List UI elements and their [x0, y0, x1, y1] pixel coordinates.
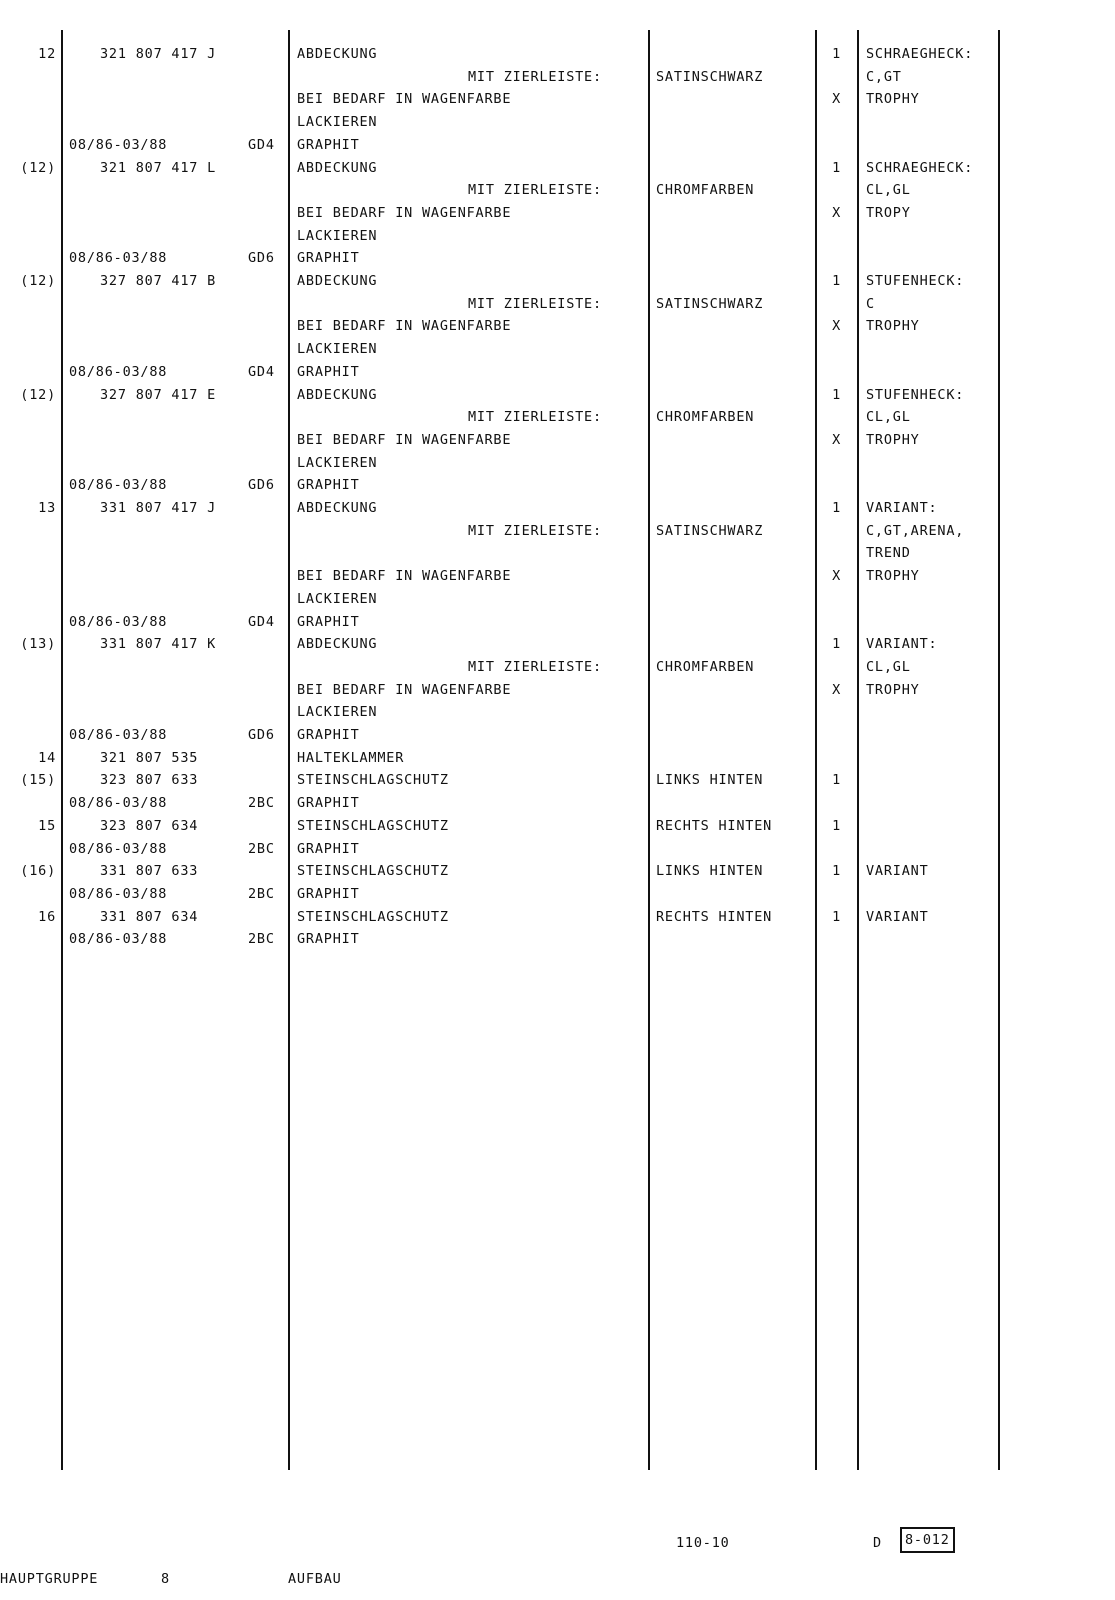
description: ABDECKUNG	[297, 159, 378, 176]
part-number: 323 807 634	[100, 817, 199, 834]
color-code: GD6	[248, 250, 275, 267]
description: HALTEKLAMMER	[297, 749, 405, 766]
part-number: 327 807 417 B	[100, 273, 217, 289]
quantity: 1	[832, 636, 841, 653]
quantity: 1	[832, 863, 841, 880]
description: GRAPHIT	[297, 477, 360, 494]
remark: SCHRAEGHECK:	[866, 159, 974, 176]
column-divider	[288, 30, 290, 1470]
part-number: 321 807 417 J	[100, 46, 217, 62]
part-number: 331 807 417 J	[100, 500, 217, 516]
color-code: GD4	[248, 363, 275, 380]
description: STEINSCHLAGSCHUTZ	[297, 908, 449, 925]
quantity: 1	[832, 273, 841, 289]
description: ABDECKUNG	[297, 500, 378, 516]
column-divider	[61, 30, 63, 1470]
description: ABDECKUNG	[297, 636, 378, 653]
trim-note: MIT ZIERLEISTE:	[468, 409, 602, 426]
group-number: 8	[161, 1571, 170, 1587]
description: STEINSCHLAGSCHUTZ	[297, 772, 449, 789]
part-number: 331 807 417 K	[100, 636, 217, 653]
trim-note: MIT ZIERLEISTE:	[468, 68, 602, 85]
quantity: X	[832, 204, 841, 221]
date-range: 08/86-03/88	[69, 840, 168, 857]
description: ABDECKUNG	[297, 46, 378, 62]
spec: LINKS HINTEN	[656, 772, 764, 789]
description: LACKIEREN	[297, 590, 378, 607]
spec: SATINSCHWARZ	[656, 68, 764, 85]
remark: STUFENHECK:	[866, 386, 965, 403]
description: BEI BEDARF IN WAGENFARBE	[297, 568, 512, 585]
remark: C,GT	[866, 68, 902, 85]
remark: TROPY	[866, 204, 911, 221]
quantity: X	[832, 568, 841, 585]
description: GRAPHIT	[297, 795, 360, 812]
trim-note: MIT ZIERLEISTE:	[468, 522, 602, 539]
country-code: D	[873, 1535, 882, 1551]
remark: VARIANT:	[866, 500, 938, 516]
item-number: 15	[38, 817, 56, 834]
quantity: X	[832, 681, 841, 698]
trim-note: MIT ZIERLEISTE:	[468, 295, 602, 312]
remark: TROPHY	[866, 91, 920, 108]
group-name: AUFBAU	[288, 1571, 342, 1587]
page-reference: 8-012	[900, 1527, 955, 1553]
remark: TROPHY	[866, 681, 920, 698]
column-divider	[857, 30, 859, 1470]
spec: CHROMFARBEN	[656, 182, 755, 199]
spec: SATINSCHWARZ	[656, 295, 764, 312]
quantity: 1	[832, 159, 841, 176]
remark: CL,GL	[866, 658, 911, 675]
part-number: 323 807 633	[100, 772, 199, 789]
date-range: 08/86-03/88	[69, 931, 168, 948]
remark: CL,GL	[866, 182, 911, 199]
trim-note: MIT ZIERLEISTE:	[468, 658, 602, 675]
part-number: 321 807 535	[100, 749, 199, 766]
column-divider	[815, 30, 817, 1470]
item-number: 16	[38, 908, 56, 925]
trim-note: MIT ZIERLEISTE:	[468, 182, 602, 199]
description: GRAPHIT	[297, 613, 360, 630]
date-range: 08/86-03/88	[69, 250, 168, 267]
description: BEI BEDARF IN WAGENFARBE	[297, 91, 512, 108]
remark: VARIANT:	[866, 636, 938, 653]
date-range: 08/86-03/88	[69, 795, 168, 812]
item-number: 13	[38, 500, 56, 516]
description: LACKIEREN	[297, 454, 378, 471]
color-code: GD6	[248, 477, 275, 494]
column-divider	[648, 30, 650, 1470]
description: ABDECKUNG	[297, 273, 378, 289]
description: BEI BEDARF IN WAGENFARBE	[297, 318, 512, 335]
item-number: 14	[38, 749, 56, 766]
description: GRAPHIT	[297, 136, 360, 153]
remark: TREND	[866, 545, 911, 562]
quantity: 1	[832, 817, 841, 834]
part-number: 331 807 633	[100, 863, 199, 880]
description: GRAPHIT	[297, 931, 360, 948]
description: BEI BEDARF IN WAGENFARBE	[297, 431, 512, 448]
date-range: 08/86-03/88	[69, 477, 168, 494]
remark: STUFENHECK:	[866, 273, 965, 289]
description: GRAPHIT	[297, 840, 360, 857]
date-range: 08/86-03/88	[69, 885, 168, 902]
remark: TROPHY	[866, 318, 920, 335]
description: LACKIEREN	[297, 341, 378, 358]
date-range: 08/86-03/88	[69, 363, 168, 380]
remark: TROPHY	[866, 431, 920, 448]
quantity: 1	[832, 46, 841, 62]
remark: C	[866, 295, 875, 312]
description: ABDECKUNG	[297, 386, 378, 403]
item-number: (13)	[20, 636, 56, 653]
description: BEI BEDARF IN WAGENFARBE	[297, 204, 512, 221]
spec: LINKS HINTEN	[656, 863, 764, 880]
color-code: GD4	[248, 613, 275, 630]
date-range: 08/86-03/88	[69, 727, 168, 743]
color-code: 2BC	[248, 885, 275, 902]
description: GRAPHIT	[297, 885, 360, 902]
description: LACKIEREN	[297, 227, 378, 244]
item-number: 12	[38, 46, 56, 62]
remark: VARIANT	[866, 908, 929, 925]
part-number: 321 807 417 L	[100, 159, 217, 176]
color-code: 2BC	[248, 795, 275, 812]
quantity: 1	[832, 772, 841, 789]
remark: C,GT,ARENA,	[866, 522, 965, 539]
item-number: (12)	[20, 273, 56, 289]
description: GRAPHIT	[297, 363, 360, 380]
description: BEI BEDARF IN WAGENFARBE	[297, 681, 512, 698]
remark: TROPHY	[866, 568, 920, 585]
date-range: 08/86-03/88	[69, 613, 168, 630]
color-code: GD4	[248, 136, 275, 153]
page-number: 110-10	[676, 1535, 730, 1551]
item-number: (15)	[20, 772, 56, 789]
remark: VARIANT	[866, 863, 929, 880]
description: STEINSCHLAGSCHUTZ	[297, 863, 449, 880]
description: LACKIEREN	[297, 114, 378, 131]
item-number: (12)	[20, 386, 56, 403]
quantity: X	[832, 91, 841, 108]
quantity: X	[832, 318, 841, 335]
remark: SCHRAEGHECK:	[866, 46, 974, 62]
spec: RECHTS HINTEN	[656, 908, 773, 925]
spec: RECHTS HINTEN	[656, 817, 773, 834]
column-divider	[998, 30, 1000, 1470]
part-number: 327 807 417 E	[100, 386, 217, 403]
item-number: (16)	[20, 863, 56, 880]
quantity: 1	[832, 386, 841, 403]
part-number: 331 807 634	[100, 908, 199, 925]
quantity: 1	[832, 908, 841, 925]
description: LACKIEREN	[297, 704, 378, 721]
group-label: HAUPTGRUPPE	[0, 1571, 99, 1587]
date-range: 08/86-03/88	[69, 136, 168, 153]
item-number: (12)	[20, 159, 56, 176]
description: GRAPHIT	[297, 250, 360, 267]
color-code: 2BC	[248, 840, 275, 857]
spec: CHROMFARBEN	[656, 658, 755, 675]
description: GRAPHIT	[297, 727, 360, 743]
color-code: 2BC	[248, 931, 275, 948]
remark: CL,GL	[866, 409, 911, 426]
color-code: GD6	[248, 727, 275, 743]
spec: SATINSCHWARZ	[656, 522, 764, 539]
quantity: X	[832, 431, 841, 448]
spec: CHROMFARBEN	[656, 409, 755, 426]
quantity: 1	[832, 500, 841, 516]
description: STEINSCHLAGSCHUTZ	[297, 817, 449, 834]
